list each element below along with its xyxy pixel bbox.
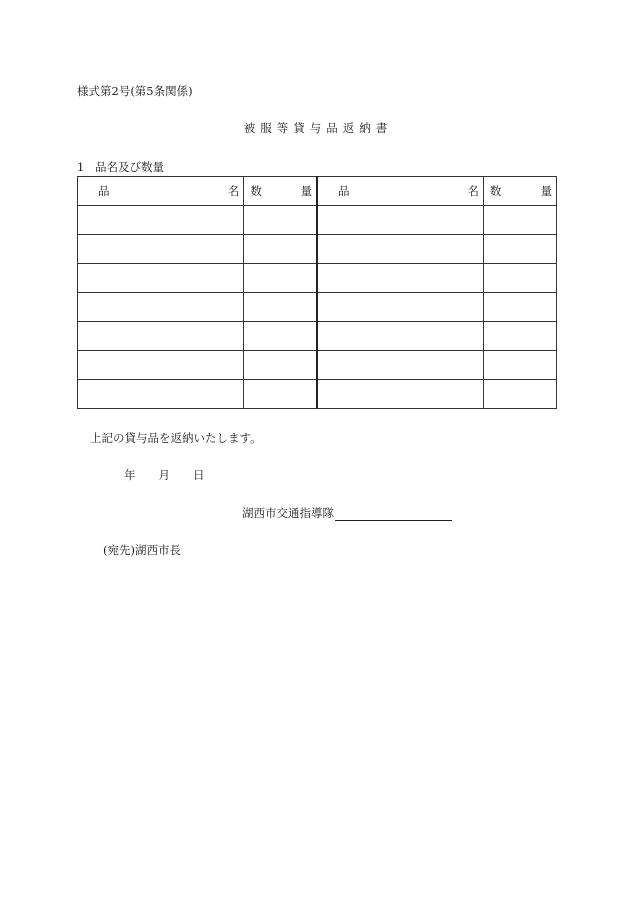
quantity-cell[interactable] xyxy=(483,380,556,409)
items-table-header xyxy=(78,177,557,206)
item-name-cell[interactable] xyxy=(78,206,244,235)
quantity-cell[interactable] xyxy=(244,322,317,351)
header-label-left: 品 xyxy=(337,184,350,198)
section-heading-text: 品名及び数量 xyxy=(95,160,164,174)
item-name-cell[interactable] xyxy=(317,322,483,351)
quantity-cell[interactable] xyxy=(483,351,556,380)
item-name-cell[interactable] xyxy=(317,206,483,235)
quantity-cell[interactable] xyxy=(483,293,556,322)
item-name-cell[interactable] xyxy=(317,351,483,380)
table-row xyxy=(78,206,557,235)
header-label-right: 名 xyxy=(467,184,479,198)
quantity-cell[interactable] xyxy=(244,264,317,293)
header-label-left: 数 xyxy=(489,184,502,198)
table-row xyxy=(78,235,557,264)
date-day-label: 日 xyxy=(193,468,205,482)
return-statement: 上記の貸与品を返納いたします。 xyxy=(90,431,262,445)
item-name-cell[interactable] xyxy=(78,264,244,293)
header-label-left: 品 xyxy=(98,184,110,198)
quantity-cell[interactable] xyxy=(483,206,556,235)
signer-organization: 湖西市交通指導隊 xyxy=(242,506,334,520)
items-table xyxy=(77,176,557,409)
section-heading xyxy=(77,159,164,175)
date-line xyxy=(124,467,205,483)
item-name-cell[interactable] xyxy=(78,380,244,409)
header-label-right: 量 xyxy=(300,184,312,198)
table-row xyxy=(78,264,557,293)
table-row xyxy=(78,293,557,322)
signer-line xyxy=(242,505,452,521)
item-name-cell[interactable] xyxy=(317,293,483,322)
header-item-name-1 xyxy=(78,177,244,206)
date-year-label: 年 xyxy=(124,468,136,482)
section-number: 1 xyxy=(77,160,85,174)
item-name-cell[interactable] xyxy=(317,264,483,293)
quantity-cell[interactable] xyxy=(483,322,556,351)
item-name-cell[interactable] xyxy=(78,235,244,264)
quantity-cell[interactable] xyxy=(244,380,317,409)
form-identifier: 様式第2号(第5条関係) xyxy=(77,84,193,98)
table-row xyxy=(78,380,557,409)
header-item-name-2 xyxy=(317,177,483,206)
quantity-cell[interactable] xyxy=(244,293,317,322)
quantity-cell[interactable] xyxy=(483,264,556,293)
header-label-left: 数 xyxy=(250,184,262,198)
item-name-cell[interactable] xyxy=(317,235,483,264)
header-label-right: 量 xyxy=(540,184,552,198)
date-month-label: 月 xyxy=(158,468,170,482)
item-name-cell[interactable] xyxy=(78,351,244,380)
table-row xyxy=(78,322,557,351)
item-name-cell[interactable] xyxy=(78,322,244,351)
item-name-cell[interactable] xyxy=(317,380,483,409)
header-quantity-2 xyxy=(483,177,556,206)
header-quantity-1 xyxy=(244,177,317,206)
addressee: (宛先)湖西市長 xyxy=(103,543,181,557)
quantity-cell[interactable] xyxy=(244,206,317,235)
table-row xyxy=(78,351,557,380)
quantity-cell[interactable] xyxy=(244,351,317,380)
quantity-cell[interactable] xyxy=(244,235,317,264)
document-title: 被服等貸与品返納書 xyxy=(243,121,393,135)
header-label-right: 名 xyxy=(227,184,240,198)
quantity-cell[interactable] xyxy=(483,235,556,264)
item-name-cell[interactable] xyxy=(78,293,244,322)
signer-name-field[interactable] xyxy=(335,507,452,521)
